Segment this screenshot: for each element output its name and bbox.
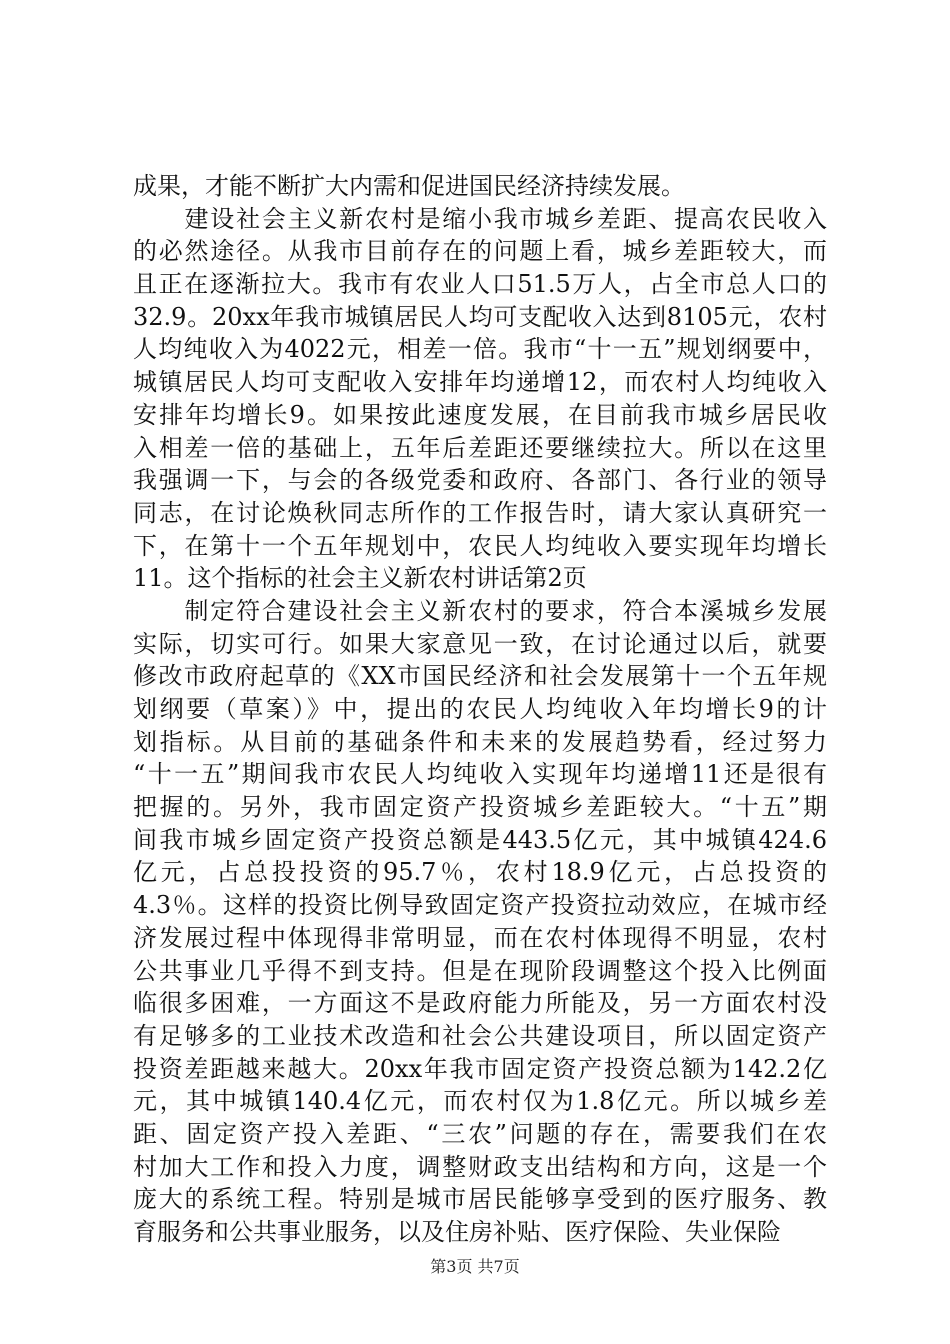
text-line: 划指标。从目前的基础条件和未来的发展趋势看，经过努力 [133, 727, 827, 756]
text-line: 间我市城乡固定资产投资总额是443.5亿元，其中城镇424.6 [133, 825, 827, 854]
text-line: “十一五”期间我市农民人均纯收入实现年均递增11还是很有 [133, 760, 827, 789]
text-line: 制定符合建设社会主义新农村的要求，符合本溪城乡发展 [133, 596, 827, 625]
page-footer: 第3页 共7页 [430, 1257, 520, 1276]
document-body [133, 170, 827, 1249]
text-line: 同志，在讨论焕秋同志所作的工作报告时，请大家认真研究一 [133, 498, 827, 527]
text-line: 且正在逐渐拉大。我市有农业人口51.5万人，占全市总人口的 [133, 270, 827, 299]
text-line: 亿元，占总投投资的95.7％，农村18.9亿元，占总投资的 [133, 858, 827, 887]
text-line: 距、固定资产投入差距、“三农”问题的存在，需要我们在农 [133, 1119, 827, 1148]
text-line: 划纲要（草案）》中，提出的农民人均纯收入年均增长9的计 [133, 695, 827, 723]
text-line: 元，其中城镇140.4亿元，而农村仅为1.8亿元。所以城乡差 [133, 1087, 827, 1116]
text-line: 入相差一倍的基础上，五年后差距还要继续拉大。所以在这里 [133, 433, 827, 462]
text-line: 的必然途径。从我市目前存在的问题上看，城乡差距较大，而 [133, 237, 827, 266]
text-line: 把握的。另外，我市固定资产投资城乡差距较大。“十五”期 [133, 793, 827, 822]
text-line: 公共事业几乎得不到支持。但是在现阶段调整这个投入比例面 [133, 956, 827, 985]
text-line: 临很多困难，一方面这不是政府能力所能及，另一方面农村没 [133, 989, 827, 1018]
text-line: 我强调一下，与会的各级党委和政府、各部门、各行业的领导 [133, 466, 827, 495]
text-line: 安排年均增长9。如果按此速度发展，在目前我市城乡居民收 [133, 400, 827, 429]
text-line: 有足够多的工业技术改造和社会公共建设项目，所以固定资产 [133, 1021, 827, 1050]
text-line: 下，在第十一个五年规划中，农民人均纯收入要实现年均增长 [133, 531, 827, 560]
text-line: 庞大的系统工程。特别是城市居民能够享受到的医疗服务、教 [133, 1185, 827, 1214]
text-line: 4.3％。这样的投资比例导致固定资产投资拉动效应，在城市经 [133, 891, 827, 920]
text-line: 成果，才能不断扩大内需和促进国民经济持续发展。 [133, 172, 685, 200]
text-line: 育服务和公共事业服务，以及住房补贴、医疗保险、失业保险 [133, 1218, 781, 1246]
text-line: 村加大工作和投入力度，调整财政支出结构和方向，这是一个 [133, 1152, 827, 1181]
text-line: 32.9。20xx年我市城镇居民人均可支配收入达到8105元，农村 [133, 302, 827, 331]
text-line: 人均纯收入为4022元，相差一倍。我市“十一五”规划纲要中， [133, 335, 827, 364]
text-line: 建设社会主义新农村是缩小我市城乡差距、提高农民收入 [133, 204, 827, 233]
text-line: 投资差距越来越大。20xx年我市固定资产投资总额为142.2亿 [133, 1054, 827, 1083]
text-line: 实际，切实可行。如果大家意见一致，在讨论通过以后，就要 [133, 629, 827, 658]
text-line: 11。这个指标的社会主义新农村讲话第2页 [133, 564, 587, 593]
text-line: 济发展过程中体现得非常明显，而在农村体现得不明显，农村 [133, 923, 827, 952]
text-line: 城镇居民人均可支配收入安排年均递增12，而农村人均纯收入 [133, 368, 827, 397]
text-line: 修改市政府起草的《XX市国民经济和社会发展第十一个五年规 [133, 662, 827, 691]
